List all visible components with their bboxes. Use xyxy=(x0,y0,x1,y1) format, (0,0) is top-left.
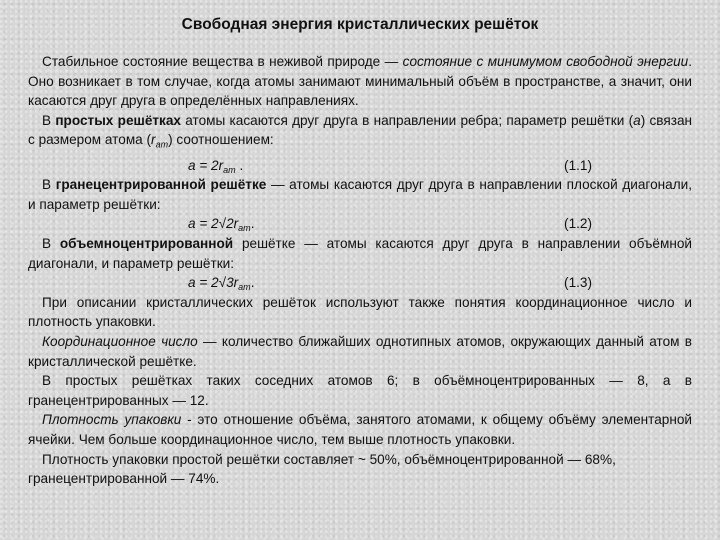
formula-expression xyxy=(188,156,243,181)
formula-1-3 xyxy=(28,273,692,293)
formula-1-1 xyxy=(28,156,692,176)
text-run: - это отношение объёма, занятого атомами, к общему объёму элементарной ячейки. Чем больше координационное число, тем выше плотность упаковки. xyxy=(28,412,692,447)
formula-r: r xyxy=(233,275,239,291)
paragraph-neighbor-counts: В простых решётках таких соседних атомов 6; в объёмноцентрированных — 8, а в гранецентрированных — 12. xyxy=(28,373,692,408)
formula-subscript: ат xyxy=(238,282,251,293)
term-simple-lattices: простых решётках xyxy=(55,112,181,128)
formula-lhs: а = 2√2 xyxy=(188,216,234,232)
subscript-at: ат xyxy=(155,140,169,151)
paragraph-packing-values: Плотность упаковки простой решётки составляет ~ 50%, объёмноцентрированной — 68%, гранецентрированной — 74%. xyxy=(28,451,616,487)
formula-tail: . xyxy=(250,216,255,232)
term-coordination-number: Координационное число xyxy=(42,334,198,350)
formula-number: (1.3) xyxy=(564,275,592,291)
emphasis-min-free-energy: состояние с минимумом свободной энергии xyxy=(402,54,689,69)
formula-lhs: а = 2√3 xyxy=(188,275,234,291)
formula-expression xyxy=(188,273,254,298)
formula-tail: . xyxy=(250,275,255,291)
text-run: ) соотношением: xyxy=(168,132,274,148)
text-run: В xyxy=(42,177,56,193)
slide-title: Свободная энергия кристаллических решёток xyxy=(181,16,539,33)
formula-tail: . xyxy=(235,157,244,173)
formula-r: r xyxy=(233,216,239,232)
paragraph-coordination-number xyxy=(28,332,692,371)
text-run: ) связан с размером атома ( xyxy=(28,112,693,148)
text-run: — количество ближайших однотипных атомов, окружающих данный атом в кристаллической решётке. xyxy=(28,334,692,369)
term-packing-density: Плотность упаковки xyxy=(42,412,182,428)
formula-1-2 xyxy=(28,214,692,234)
paragraph-stable-state xyxy=(28,52,692,111)
text-run: — атомы касаются друг друга в направлении плоской диагонали, и параметр решётки: xyxy=(28,177,693,212)
symbol-a: а xyxy=(633,112,641,128)
formula-subscript: ат xyxy=(223,164,236,175)
symbol-r: r xyxy=(151,132,156,148)
text-run: Стабильное состояние вещества в неживой природе — xyxy=(42,54,403,69)
text-run: решётке — атомы касаются друг друга в направлении объёмной диагонали, и параметр решётки: xyxy=(28,236,692,271)
formula-lhs: а = 2 xyxy=(188,157,219,173)
term-bcc-lattice: объемноцентрированной xyxy=(59,236,234,252)
body-text xyxy=(28,52,692,489)
text-run: В xyxy=(42,236,60,252)
formula-r: r xyxy=(218,157,224,173)
term-fcc-lattice: гранецентрированной решётке xyxy=(55,177,267,193)
formula-number: (1.1) xyxy=(564,157,592,173)
text-run: В xyxy=(42,112,56,128)
formula-expression xyxy=(188,214,254,239)
text-run: . Оно возникает в том случае, когда атомы занимают минимальный объём в пространстве, а значит, они касаются друг друга в определённых направлениях. xyxy=(28,54,692,109)
text-run: атомы касаются друг друга в направлении ребра; параметр решётки ( xyxy=(180,112,634,128)
paragraph-packing-density xyxy=(28,410,692,449)
formula-number: (1.2) xyxy=(564,216,592,232)
paragraph-fcc xyxy=(28,175,692,214)
paragraph-concepts: При описании кристаллических решёток используют также понятия координационное число и плотность упаковки. xyxy=(28,294,692,330)
paragraph-bcc xyxy=(28,234,692,273)
paragraph-simple-lattice xyxy=(28,111,692,156)
formula-subscript: ат xyxy=(238,223,251,234)
